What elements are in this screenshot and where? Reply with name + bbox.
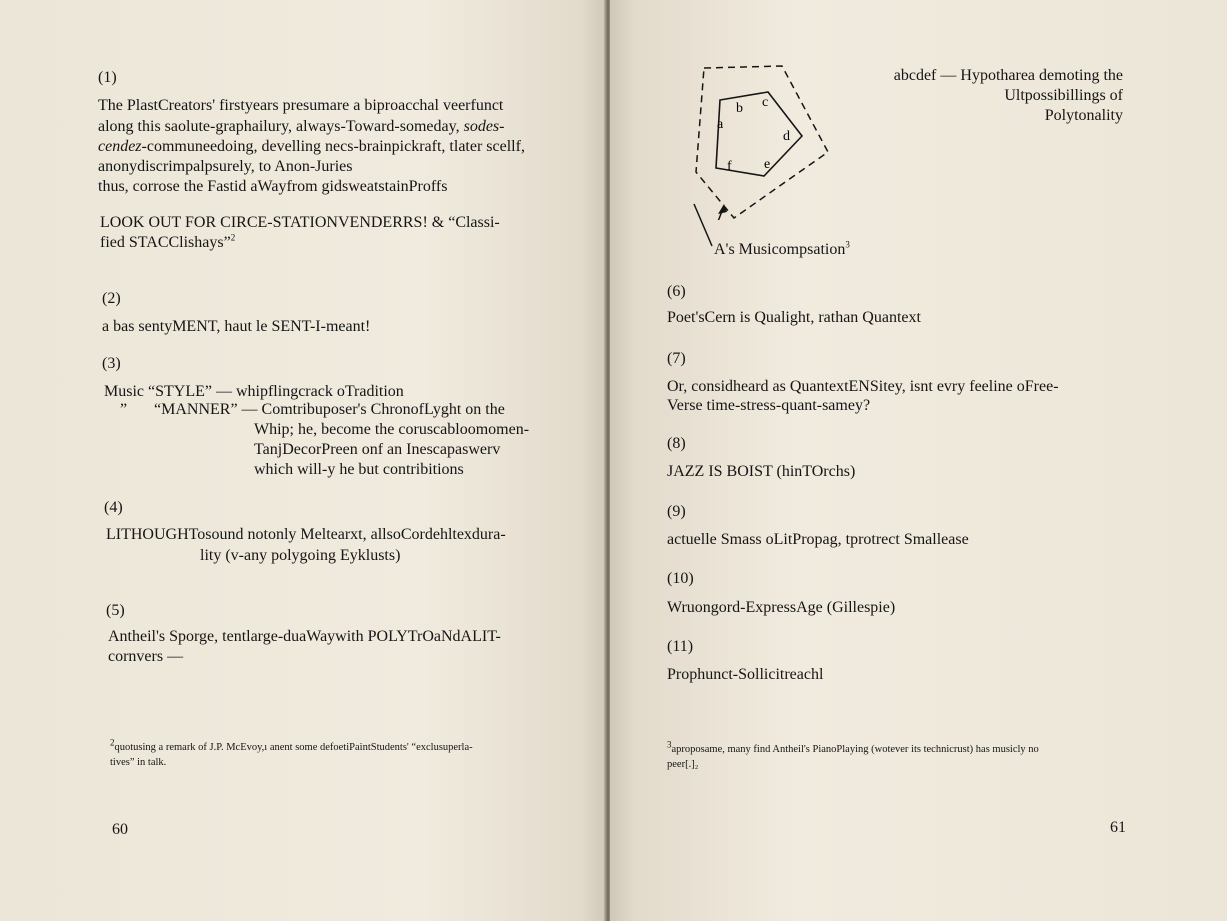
s1-line-2-italic: sodes-: [463, 118, 505, 135]
section-number-10: (10): [667, 570, 694, 587]
section-number-4: (4): [104, 499, 123, 516]
page-number-left: 60: [112, 821, 128, 838]
s1-line-5: thus, corrose the Fastid aWayfrom gidsweatstainProffs: [98, 178, 448, 195]
s1-line-3-italic: cendez: [98, 138, 142, 155]
s8-text: JAZZ IS BOIST (hinTOrchs): [667, 463, 856, 480]
section-number-11: (11): [667, 638, 694, 655]
section-number-8: (8): [667, 435, 686, 452]
footnote-ref-3: 3: [845, 239, 850, 250]
diagram-label-b: b: [736, 101, 743, 116]
right-page: [610, 0, 1227, 921]
s3-line-4: TanjDecorPreen onf an Inescapaswerv: [254, 441, 501, 458]
s9-text: actuelle Smass oLitPropag, tprotrect Smallease: [667, 531, 969, 548]
s3-ditto: ”: [120, 401, 128, 418]
diagram-label-e: e: [764, 157, 771, 172]
section-number-2: (2): [102, 290, 121, 307]
section-number-6: (6): [667, 283, 686, 300]
footnote-3-line-2: peer[.]₂: [667, 759, 699, 770]
footnote-2-line-2: tives” in talk.: [110, 757, 167, 768]
diagram-label-c: c: [762, 95, 769, 110]
section-number-1: (1): [98, 69, 117, 86]
s3-line-3: Whip; he, become the coruscabloomomen-: [254, 421, 530, 438]
section-number-9: (9): [667, 503, 686, 520]
side-text-line-3: Polytonality: [1044, 107, 1123, 124]
s11-text: Prophunct-Sollicitreachl: [667, 666, 824, 683]
diagram-label-f: f: [727, 159, 732, 174]
section-number-7: (7): [667, 350, 686, 367]
lookout-line-2-text: fied STACClishays”: [100, 234, 231, 251]
footnote-3-line-1: [667, 739, 1039, 756]
side-text-line-1: abcdef — Hypotharea demoting the: [893, 67, 1123, 84]
diagram-caption: [714, 239, 850, 260]
diagram-caption-text: A's Musicompsation: [714, 241, 846, 258]
left-page: [0, 0, 606, 921]
footnote-marker-2: 2: [110, 737, 115, 748]
s5-line-2: cornvers —: [108, 648, 184, 665]
lookout-line-2: [100, 232, 235, 253]
footnote-ref-2: 2: [230, 232, 236, 243]
s10-text: Wruongord-ExpressAge (Gillespie): [667, 599, 896, 616]
s4-line-2: lity (v-any polygoing Eyklusts): [200, 547, 401, 564]
s3-line-5: which will-y he but contribitions: [254, 461, 464, 478]
s3-line-2: “MANNER” — Comtribuposer's ChronofLyght on the: [154, 401, 505, 418]
footnote-2-line-1: [110, 737, 473, 754]
s1-line-2-text: along this saolute-graphailury, always-Toward-someday,: [98, 118, 460, 135]
s1-line-4: anonydiscrimpalpsurely, to Anon-Juries: [98, 158, 353, 175]
s5-line-1: Antheil's Sporge, tentlarge-duaWaywith POLYTrOaNdALIT-: [108, 628, 501, 645]
footnote-2-text: quotusing a remark of J.P. McEvoy,ı anent some defoetiPaintStudents' “exclusuperla-: [114, 742, 473, 753]
s1-line-3-text: -communeedoing, develling necs-brainpickraft, tlater scellf,: [141, 138, 525, 155]
section-number-3: (3): [102, 355, 121, 372]
s7-line-2: Verse time-stress-quant-samey?: [667, 397, 871, 414]
s2-text: a bas sentyMENT, haut le SENT-I-meant!: [102, 318, 371, 335]
section-number-5: (5): [106, 602, 125, 619]
side-text-line-2: Ultpossibillings of: [1004, 87, 1123, 104]
s7-line-1: Or, considheard as QuantextENSitey, isnt evry feeline oFree-: [667, 378, 1059, 395]
arrow-tail-line: [694, 204, 712, 246]
s4-line-1: LITHOUGHTosound notonly Meltearxt, allsoCordehltexdura-: [106, 526, 506, 543]
page-number-right: 61: [1110, 819, 1126, 836]
diagram-label-d: d: [783, 129, 790, 144]
s6-text: Poet'sCern is Qualight, rathan Quantext: [667, 309, 921, 326]
diagram-label-a: a: [717, 117, 724, 132]
footnote-marker-3: 3: [667, 739, 672, 750]
footnote-3-text: aproposame, many find Antheil's PianoPlaying (wotever its technicrust) has musicly no: [671, 744, 1039, 755]
polytonality-diagram: [690, 60, 850, 220]
s1-line-2: [98, 116, 504, 137]
lookout-line-1: LOOK OUT FOR CIRCE-STATIONVENDERRS! & “Classi-: [100, 214, 500, 231]
s3-line-1: Music “STYLE” — whipflingcrack oTradition: [104, 383, 404, 400]
s1-line-3: [98, 136, 525, 157]
s1-line-1: The PlastCreators' firstyears presumare a biproacchal veerfunct: [98, 97, 504, 114]
dashed-outer-polygon: [696, 66, 828, 218]
